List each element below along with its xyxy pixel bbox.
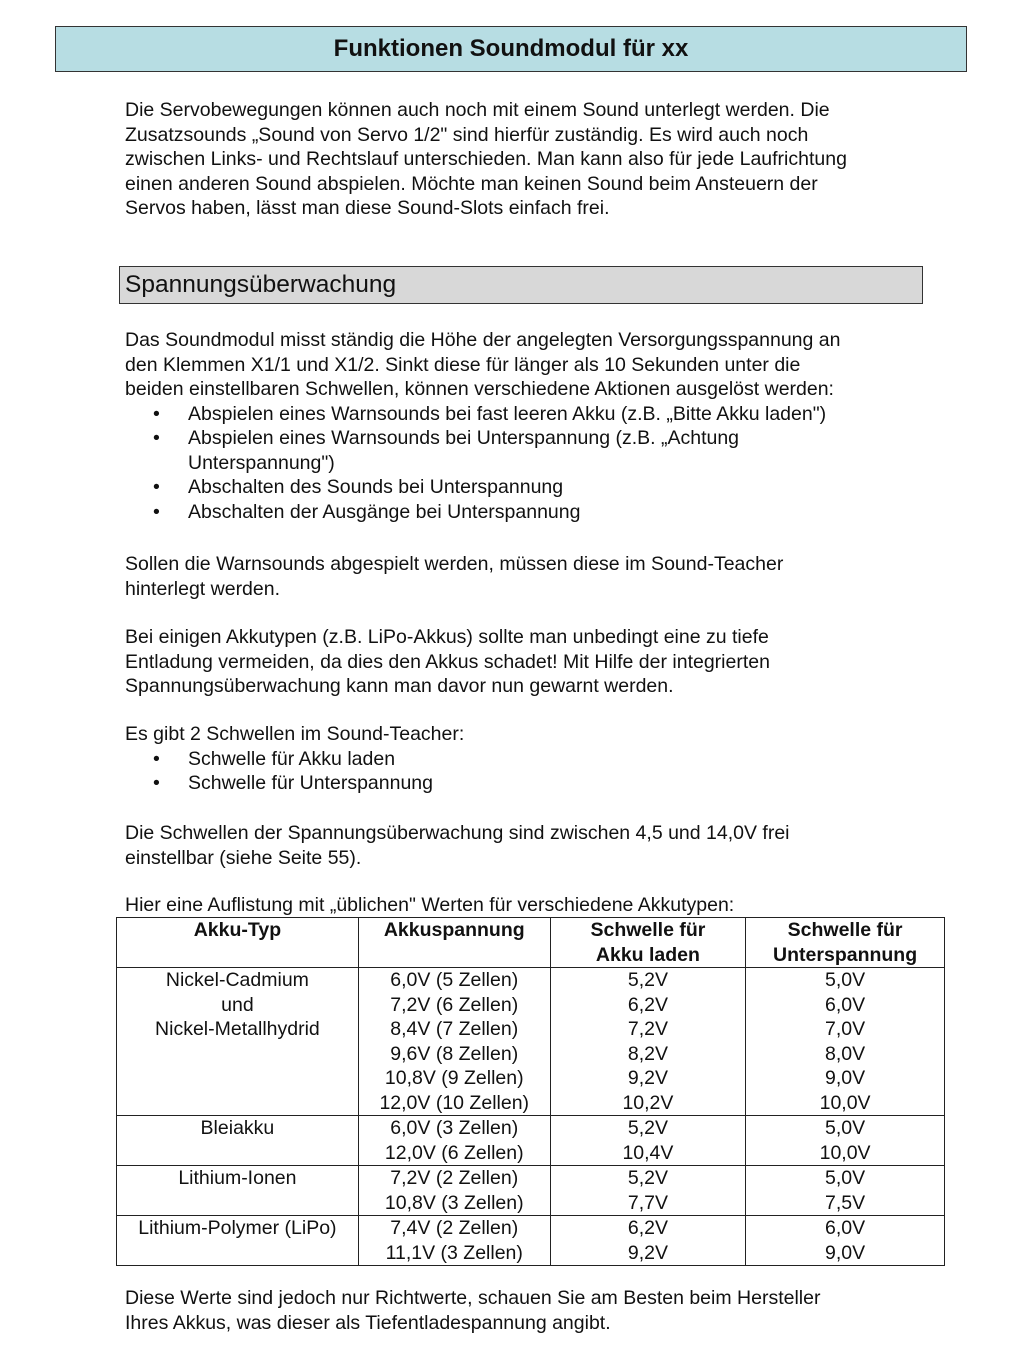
- list-item: [125, 500, 925, 525]
- bullet-icon: •: [153, 500, 160, 523]
- list-item-text: Schwelle für Akku laden: [188, 747, 396, 770]
- cell-line: Nickel-Metallhydrid: [155, 1018, 320, 1040]
- cell-line: 7,2V: [627, 1018, 668, 1040]
- cell-line: 6,0V: [825, 1217, 866, 1239]
- cell-line: 9,2V: [627, 1067, 668, 1089]
- cell-line: 10,4V: [622, 1141, 674, 1164]
- cell-line: Nickel-Cadmium: [165, 969, 309, 991]
- cell-line: 7,2V (2 Zellen): [390, 1167, 519, 1189]
- voltage-cell: [358, 1166, 550, 1216]
- text-line: Ihres Akkus, was dieser als Tiefentladespannung angibt.: [125, 1311, 611, 1334]
- cell-line: 8,0V: [825, 1042, 866, 1065]
- cell-line: 6,2V: [627, 1217, 668, 1239]
- lipo-paragraph: [125, 625, 925, 699]
- voltage-cell: [358, 1216, 550, 1266]
- text-line: Die Servobewegungen können auch noch mit einem Sound unterlegt werden. Die: [125, 99, 830, 121]
- table-row: [117, 1116, 945, 1166]
- cell-line: 5,2V: [627, 1167, 668, 1189]
- battery-type-cell: [117, 968, 359, 1116]
- bullet-icon: •: [153, 747, 160, 770]
- list-item: [125, 747, 925, 772]
- cell-line: 9,2V: [627, 1241, 668, 1264]
- cell-line: 10,0V: [819, 1141, 871, 1164]
- text-line: Zusatzsounds „Sound von Servo 1/2" sind hierfür zuständig. Es wird auch noch: [125, 123, 809, 146]
- header-line: Unterspannung: [773, 943, 918, 966]
- bullet-icon: •: [153, 476, 160, 498]
- column-header: [117, 918, 359, 968]
- cell-line: Lithium-Ionen: [178, 1167, 297, 1189]
- cell-line: 7,5V: [825, 1191, 866, 1214]
- cell-line: 6,0V: [825, 993, 866, 1016]
- text-line: Bei einigen Akkutypen (z.B. LiPo-Akkus) sollte man unbedingt eine zu tiefe: [125, 626, 769, 648]
- battery-type-cell: [117, 1116, 359, 1166]
- page-title: Funktionen Soundmodul für xx: [55, 26, 967, 72]
- header-line: Schwelle für: [590, 919, 706, 941]
- cell-line: 7,7V: [627, 1191, 668, 1214]
- cell-line: 8,2V: [627, 1042, 668, 1065]
- header-line: Akkuspannung: [383, 919, 525, 941]
- warnsound-paragraph: [125, 552, 925, 601]
- text-line: hinterlegt werden.: [125, 577, 281, 600]
- action-list: [125, 402, 925, 525]
- header-line: Akku-Typ: [193, 919, 282, 941]
- charge-threshold-cell: [550, 1116, 746, 1166]
- battery-type-cell: [117, 1216, 359, 1266]
- charge-threshold-cell: [550, 968, 746, 1116]
- column-header: [358, 918, 550, 968]
- text-line: einstellbar (siehe Seite 55).: [125, 846, 362, 869]
- cell-line: und: [221, 993, 254, 1016]
- column-header: [550, 918, 746, 968]
- footer-note: [125, 1286, 925, 1335]
- text-line: Entladung vermeiden, da dies den Akkus schadet! Mit Hilfe der integrierten: [125, 650, 770, 673]
- text-line: Spannungsüberwachung kann man davor nun gewarnt werden.: [125, 675, 674, 697]
- bullet-icon: •: [153, 402, 160, 425]
- battery-type-cell: [117, 1166, 359, 1216]
- bullet-icon: •: [153, 427, 160, 449]
- bullet-icon: •: [153, 772, 160, 794]
- table-header-row: [117, 918, 945, 968]
- voltage-cell: [358, 1116, 550, 1166]
- table-row: [117, 1166, 945, 1216]
- cell-line: 5,0V: [825, 1167, 866, 1189]
- table-row: [117, 968, 945, 1116]
- undervoltage-threshold-cell: [746, 1166, 945, 1216]
- undervoltage-threshold-cell: [746, 968, 945, 1116]
- list-item: [125, 475, 925, 500]
- undervoltage-threshold-cell: [746, 1116, 945, 1166]
- list-item-text: Unterspannung"): [188, 451, 335, 474]
- cell-line: 11,1V (3 Zellen): [385, 1241, 523, 1264]
- cell-line: 10,2V: [622, 1091, 674, 1114]
- header-line: Schwelle für: [787, 919, 903, 941]
- list-item: [125, 402, 925, 427]
- cell-line: 7,2V (6 Zellen): [390, 993, 519, 1016]
- table-row: [117, 1216, 945, 1266]
- text-line: Hier eine Auflistung mit „üblichen" Werten für verschiedene Akkutypen:: [125, 894, 735, 916]
- intro-paragraph: [125, 98, 925, 221]
- header-line: Akku laden: [595, 943, 700, 966]
- text-line: Servos haben, lässt man diese Sound-Slots einfach frei.: [125, 197, 610, 219]
- cell-line: 5,0V: [825, 1117, 866, 1139]
- cell-line: 10,0V: [819, 1091, 871, 1114]
- cell-line: 12,0V (6 Zellen): [384, 1141, 524, 1164]
- column-header: [746, 918, 945, 968]
- list-item: [125, 771, 925, 796]
- cell-line: Bleiakku: [200, 1117, 275, 1139]
- undervoltage-threshold-cell: [746, 1216, 945, 1266]
- threshold-list: [125, 747, 925, 796]
- battery-threshold-table: [116, 917, 945, 1266]
- text-line: Sollen die Warnsounds abgespielt werden, müssen diese im Sound-Teacher: [125, 553, 784, 575]
- list-item-text: Schwelle für Unterspannung: [188, 772, 433, 794]
- voltage-cell: [358, 968, 550, 1116]
- section-heading: Spannungsüberwachung: [119, 266, 923, 304]
- cell-line: 9,0V: [825, 1067, 866, 1089]
- cell-line: 6,2V: [627, 993, 668, 1016]
- text-line: einen anderen Sound abspielen. Möchte man keinen Sound beim Ansteuern der: [125, 172, 818, 195]
- table-intro: [125, 893, 925, 918]
- cell-line: 7,4V (2 Zellen): [390, 1217, 519, 1239]
- cell-line: 12,0V (10 Zellen): [379, 1091, 530, 1114]
- list-item-text: Abspielen eines Warnsounds bei Unterspannung (z.B. „Achtung: [188, 427, 740, 449]
- text-line: beiden einstellbaren Schwellen, können verschiedene Aktionen ausgelöst werden:: [125, 378, 834, 400]
- cell-line: 5,2V: [627, 969, 668, 991]
- cell-line: 6,0V (3 Zellen): [390, 1117, 519, 1139]
- charge-threshold-cell: [550, 1216, 746, 1266]
- text-line: Die Schwellen der Spannungsüberwachung sind zwischen 4,5 und 14,0V frei: [125, 822, 790, 844]
- charge-threshold-cell: [550, 1166, 746, 1216]
- cell-line: 8,4V (7 Zellen): [390, 1018, 519, 1040]
- cell-line: 10,8V (3 Zellen): [384, 1191, 524, 1214]
- cell-line: 5,2V: [627, 1117, 668, 1139]
- cell-line: 7,0V: [825, 1018, 866, 1040]
- cell-line: 9,6V (8 Zellen): [390, 1042, 519, 1065]
- text-line: Diese Werte sind jedoch nur Richtwerte, schauen Sie am Besten beim Hersteller: [125, 1287, 821, 1309]
- text-line: den Klemmen X1/1 und X1/2. Sinkt diese für länger als 10 Sekunden unter die: [125, 353, 801, 376]
- cell-line: 10,8V (9 Zellen): [384, 1067, 524, 1089]
- text-line: Das Soundmodul misst ständig die Höhe der angelegten Versorgungsspannung an: [125, 329, 841, 351]
- list-item-text: Abschalten der Ausgänge bei Unterspannung: [188, 500, 581, 523]
- list-item: [125, 426, 925, 475]
- cell-line: 6,0V (5 Zellen): [390, 969, 519, 991]
- cell-line: 9,0V: [825, 1241, 866, 1264]
- monitoring-paragraph: [125, 328, 925, 524]
- range-paragraph: [125, 821, 925, 870]
- thresholds-paragraph: [125, 722, 925, 796]
- text-line: zwischen Links- und Rechtslauf unterschieden. Man kann also für jede Laufrichtung: [125, 148, 847, 170]
- list-item-text: Abschalten des Sounds bei Unterspannung: [188, 476, 564, 498]
- text-line: Es gibt 2 Schwellen im Sound-Teacher:: [125, 723, 465, 745]
- cell-line: 5,0V: [825, 969, 866, 991]
- list-item-text: Abspielen eines Warnsounds bei fast leeren Akku (z.B. „Bitte Akku laden"): [188, 402, 827, 425]
- cell-line: Lithium-Polymer (LiPo): [138, 1217, 337, 1239]
